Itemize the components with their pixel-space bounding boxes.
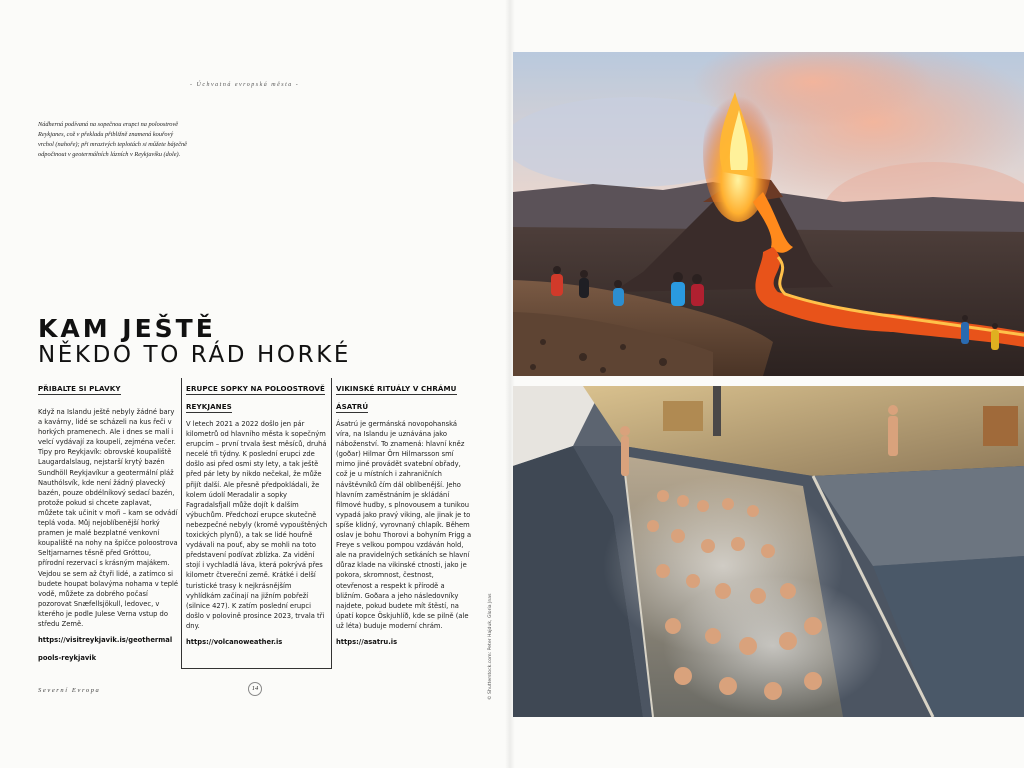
photo-credit: © Shutterstock.com: Peter Hajduk, Gloria Jnas [488,593,493,700]
visitreykjavik-link[interactable]: https://visitreykjavik.is/geothermal pools-reykjavik [38,636,173,663]
headline-line-1: KAM JEŠTĚ [38,314,216,343]
footer-section-name: Severní Evropa [38,687,101,694]
column-divider [181,378,182,668]
article-column-swimwear [38,378,179,665]
column-bottom-rule [181,668,332,669]
column-heading: PŘIBALTE SI PLAVKY [38,384,121,393]
article-column-volcano [186,378,328,649]
column-heading: ERUPCE SOPKY NA POLOOSTROVĚ REYKJANES [186,384,325,411]
headline-line-2: NĚKDO TO RÁD HORKÉ [38,342,352,368]
geothermal-pool-photo [513,386,1024,717]
geothermal-pool-illustration [513,386,1024,717]
asatru-link[interactable]: https://asatru.is [336,637,398,646]
article-column-asatru [336,378,472,649]
photo-caption: Nádherná podívaná na sopečnou erupci na poloostrově Reykjanes, což v překladu přibližně znamená kouřový vrchol (nahoře); při mrazivých teplotách si můžete báječně odpočinout v geotermálních lázních v Reykjavíku (dole). [38,121,187,159]
volcano-eruption-photo [513,52,1024,376]
column-heading: VIKINSKÉ RITUÁLY V CHRÁMU ÁSATRÚ [336,384,457,411]
column-text: Ásatrú je germánská novopohanská víra, na Islandu je uznávána jako náboženství. To znamená: hlavní kněz (goðar) Hilmar Örn Hilmarsson smí mimo jiné provádět svatební obřady, což je u místních i zahraničních návštěvníků čím dál oblíbenější. Jeho hlavním zaměstnáním je skládání filmové hudby, s plnovousem a tunikou vypadá jako pravý viking, ale jinak je to spíše klidný, vyrovnaný chlapík. Během oslav je bohu Thorovi a bohyním Frigg a Freye s velkou pompou vzdáván hold, ale na pravidelných setkáních se hlavní důraz klade na vikinské ctnosti, jako je pokora, skromnost, čestnost, otevřenost a respekt k přírodě a bližním. Goðara a jeho následovníky najdete, pokud budete mít štěstí, na úpatí kopce Öskjuhlíð, kde se pilně (ale už léta) buduje moderní chrám. [336,420,472,630]
volcanoweather-link[interactable]: https://volcanoweather.is [186,637,283,646]
column-text: Když na Islandu ještě nebyly žádné bary a kavárny, lidé se scházeli na kus řeči v horkých pramenech. Ale i dnes se malí i velcí vydávají za koupelí, zejména večer. Tipy pro Reykjavík: obrovské koupaliště Laugardalslaug, nejstarší krytý bazén Sundhöll Reykjavíkur a geotermální pláž Nauthólsvík, kde není žádný plavecký bazén, pouze obdélníkový sedací bazén, protože pokud si chcete zaplavat, můžete tak učinit v moři – kam se odvádí teplá voda. Můj nejoblíbenější horký pramen je malé bezplatné venkovní koupaliště na nohy na špičce poloostrova Seltjarnarnes těsně před Gróttou, přírodní rezervací s krásným majákem. Vejdou se sem až čtyři lidé, a zatímco si budete houpat bolavýma nohama v teplé vodě, můžete za dobrého počasí pozorovat Snæfellsjökull, ledovec, v kterého je podle Julese Verna vstup do středu Země. [38,408,179,628]
volcano-illustration [513,52,1024,376]
page-number: 14 [248,682,262,696]
running-head: - Úchvatná evropská města - [190,82,300,88]
column-divider [331,378,332,668]
column-text: V letech 2021 a 2022 došlo jen pár kilometrů od hlavního města k sopečným erupcím – první trvala šest měsíců, druhá necelé tři týdny. K poslední erupci zde došlo asi před osmi sty lety, a tak ještě před pár lety by nikdo nečekal, že může přijít další. Ale přesně předpokládali, že kolem údolí Meradalir a sopky Fagradalsfjall může dojít k dalším výbuchům. Předchozí erupce skutečně nebezpečné nebyly (kromě vypouštěných toxických plynů), a tak se lidé houfně vydávali na pouť, aby se mohli na toto představení podívat zblízka. Za vidění stojí i vychladlá láva, která pokrývá přes kilometr čtvereční země. Krátké i delší turistické trasy k nejkrásnějším vyhlídkám začínají na jižním pobřeží (silnice 427). K zatím poslední erupci došlo v polovině prosince 2023, trvala tři dny. [186,420,328,630]
